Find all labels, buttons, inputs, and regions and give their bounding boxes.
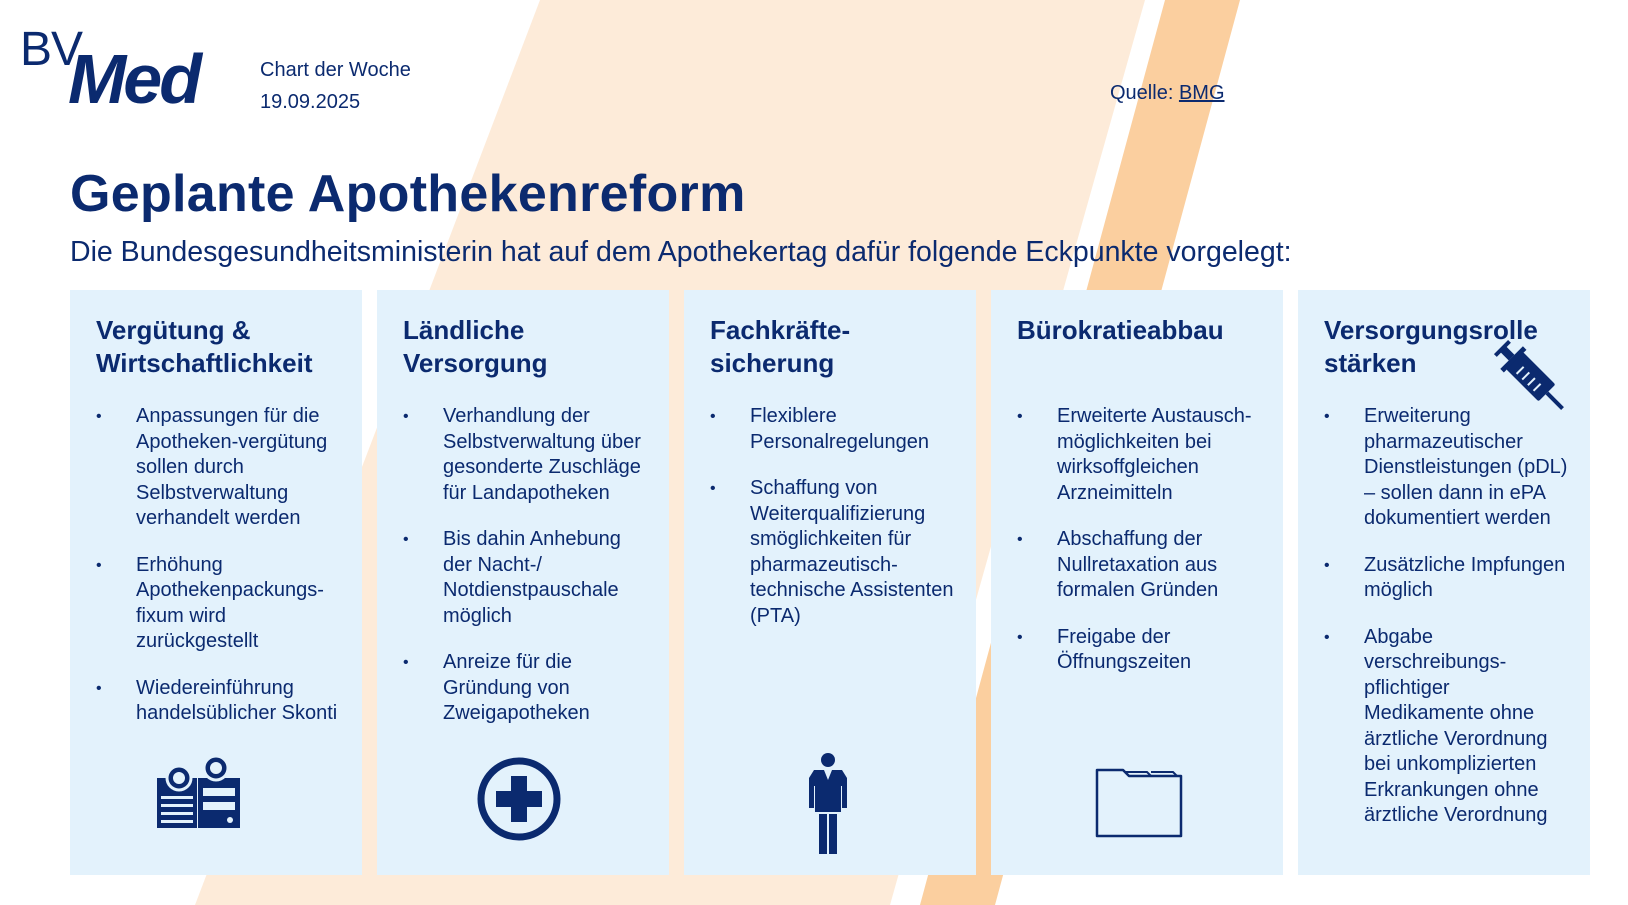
list-item: • Wiedereinführung handelsüblicher Skonti bbox=[96, 676, 344, 727]
list-item: • Flexiblere Personalregelungen bbox=[710, 404, 958, 455]
card-heading-line-2: stärken bbox=[1324, 348, 1417, 378]
list-item: • Schaffung von Weiterqualifizierung smöglichkeiten für pharmazeutisch-technische Assistenten (PTA) bbox=[710, 476, 958, 629]
cards-container bbox=[70, 290, 1592, 875]
card-verguetung bbox=[70, 290, 362, 875]
list-item: • Erweiterte Austausch-möglichkeiten bei wirksoffgleichen Arzneimitteln bbox=[1017, 404, 1265, 506]
person-icon bbox=[808, 752, 848, 856]
page-title: Geplante Apothekenreform bbox=[70, 165, 746, 223]
card-bullet-list bbox=[1324, 404, 1572, 829]
header-meta bbox=[260, 54, 411, 118]
chart-date: 19.09.2025 bbox=[260, 91, 361, 113]
list-item: • Freigabe der Öffnungszeiten bbox=[1017, 625, 1265, 676]
card-heading-line-1: Vergütung & bbox=[96, 315, 251, 345]
bvmed-logo[interactable] bbox=[20, 23, 235, 118]
card-versorgungsrolle bbox=[1298, 290, 1590, 875]
card-buerokratieabbau bbox=[991, 290, 1283, 875]
card-heading-line-1: Fachkräfte- bbox=[710, 315, 851, 345]
card-bullet-list bbox=[710, 404, 958, 629]
medical-cross-icon bbox=[476, 756, 562, 842]
card-heading bbox=[1017, 314, 1265, 380]
page-subtitle: Die Bundesgesundheitsministerin hat auf dem Apothekertag dafür folgende Eckpunkte vorgelegt: bbox=[70, 236, 1292, 268]
card-heading bbox=[403, 314, 651, 380]
list-item: • Bis dahin Anhebung der Nacht-/ Notdienstpauschale möglich bbox=[403, 527, 651, 629]
list-item: • Abschaffung der Nullretaxation aus formalen Gründen bbox=[1017, 527, 1265, 604]
list-item: • Anpassungen für die Apotheken-vergütung sollen durch Selbstverwaltung verhandelt werden bbox=[96, 404, 344, 532]
source-link[interactable]: BMG bbox=[1178, 82, 1225, 104]
card-bullet-list bbox=[1017, 404, 1265, 676]
card-laendliche-versorgung bbox=[377, 290, 669, 875]
list-item: • Zusätzliche Impfungen möglich bbox=[1324, 553, 1572, 604]
list-item: • Verhandlung der Selbstverwaltung über gesonderte Zuschläge für Landapotheken bbox=[403, 404, 651, 506]
list-item: • Abgabe verschreibungs-pflichtiger Medikamente ohne ärztliche Verordnung bei unkomplizierten Erkrankungen ohne ärztliche Verordnung bbox=[1324, 625, 1572, 829]
list-item: • Erhöhung Apothekenpackungs-fixum wird zurückgestellt bbox=[96, 553, 344, 655]
card-heading-line-1: Ländliche bbox=[403, 315, 525, 345]
folder-icon bbox=[1095, 766, 1183, 838]
card-heading-line-2: sicherung bbox=[710, 348, 835, 378]
card-heading-line-2: Versorgung bbox=[403, 348, 548, 378]
logo-med-text: Med bbox=[68, 40, 199, 118]
list-item: • Erweiterung pharmazeutischer Dienstleistungen (pDL) – sollen dann in ePA dokumentiert werden bbox=[1324, 404, 1572, 532]
list-item: • Anreize für die Gründung von Zweigapotheken bbox=[403, 650, 651, 727]
card-heading bbox=[710, 314, 958, 380]
card-bullet-list bbox=[403, 404, 651, 727]
card-fachkraeftesicherung bbox=[684, 290, 976, 875]
source-label: Quelle: bbox=[1110, 82, 1174, 104]
cash-register-icon bbox=[156, 756, 242, 830]
card-heading bbox=[96, 314, 344, 380]
card-bullet-list bbox=[96, 404, 344, 727]
card-heading-line-1: Versorgungsrolle bbox=[1324, 315, 1538, 345]
card-heading-line-2: Wirtschaftlichkeit bbox=[96, 348, 313, 378]
chart-kicker: Chart der Woche bbox=[260, 59, 411, 81]
card-heading-line-1: Bürokratieabbau bbox=[1017, 315, 1224, 345]
syringe-icon bbox=[1488, 334, 1572, 418]
source-line bbox=[1110, 82, 1225, 105]
logo-bv-text: BV bbox=[20, 23, 83, 76]
